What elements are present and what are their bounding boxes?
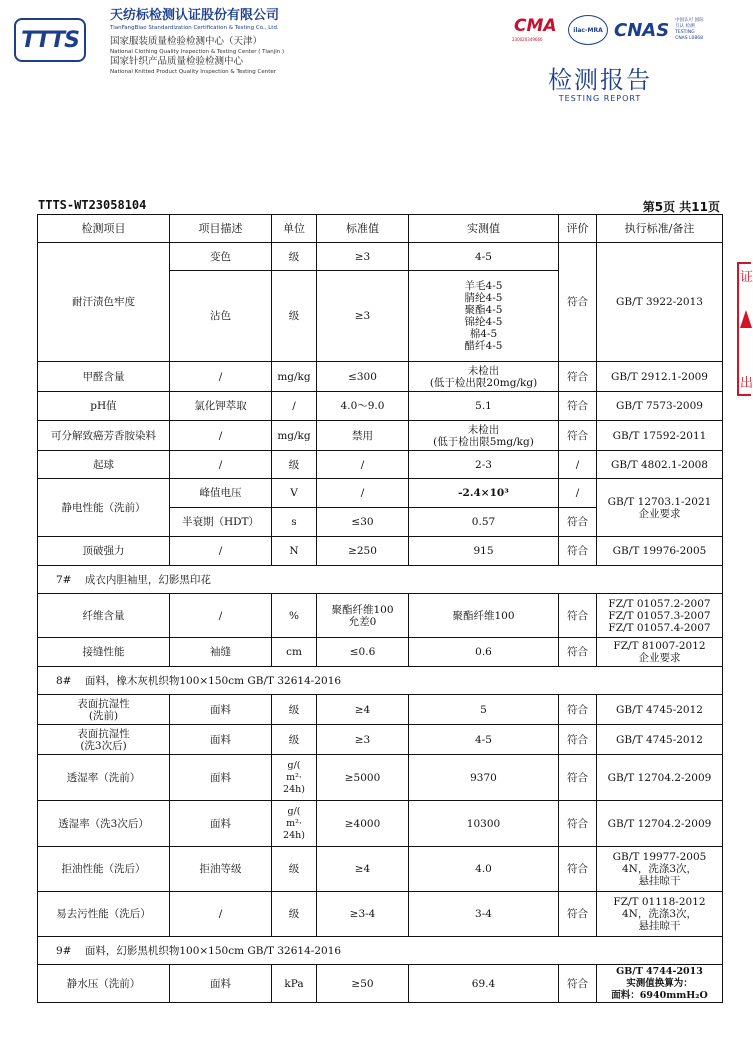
section-title: 8# 面料，橡木灰机织物100×150cm GB/T 32614-2016 (38, 667, 723, 695)
red-stamp-fragment: 证 出 (737, 262, 751, 396)
eval-cell: 符合 (559, 638, 597, 667)
std-value-cell: ≤300 (317, 362, 409, 392)
table-row (38, 801, 723, 847)
unit-cell: % (272, 594, 317, 638)
desc-cell: / (170, 362, 272, 392)
std-value-cell: ≥3-4 (317, 892, 409, 937)
section-row (38, 937, 723, 965)
item-cell: 接缝性能 (38, 638, 170, 667)
col-header: 标准值 (317, 215, 409, 243)
desc-cell: 氯化钾萃取 (170, 392, 272, 421)
eval-cell: 符合 (559, 392, 597, 421)
value-cell: 9370 (409, 755, 559, 801)
value-cell: 4.0 (409, 847, 559, 892)
page-number: 第5页 共11页 (642, 200, 720, 214)
std-value-cell: ≥50 (317, 965, 409, 1003)
item-cell: 耐汗渍色牢度 (38, 243, 170, 362)
desc-cell: 面料 (170, 725, 272, 755)
std-value-cell: ≥3 (317, 271, 409, 362)
eval-cell: 符合 (559, 243, 597, 362)
company-name-en: TianFangBiao Standardization Certification & Testing Co., Ltd. (110, 25, 279, 31)
table-row (38, 451, 723, 479)
standard-cell: GB/T 12704.2-2009 (597, 801, 723, 847)
table-row (38, 479, 723, 508)
std-value-cell: / (317, 479, 409, 508)
item-cell: 表面抗湿性 (洗3次后) (38, 725, 170, 755)
eval-cell: 符合 (559, 508, 597, 537)
desc-cell: / (170, 421, 272, 451)
value-cell: 3-4 (409, 892, 559, 937)
standard-cell: GB/T 19977-2005 4N，洗涤3次， 悬挂晾干 (597, 847, 723, 892)
col-header: 评价 (559, 215, 597, 243)
company-info (110, 8, 430, 76)
desc-cell: 面料 (170, 801, 272, 847)
table-row (38, 965, 723, 1003)
value-cell: 未检出 (低于检出限20mg/kg) (409, 362, 559, 392)
item-cell: 静水压（洗前） (38, 965, 170, 1003)
table-row (38, 421, 723, 451)
std-value-cell: 聚酯纤维100 允差0 (317, 594, 409, 638)
value-cell: 4-5 (409, 725, 559, 755)
cnas-logo: CNAS (614, 19, 670, 41)
item-cell: 透湿率（洗3次后） (38, 801, 170, 847)
unit-cell: s (272, 508, 317, 537)
table-header-row (38, 215, 723, 243)
unit-cell: kPa (272, 965, 317, 1003)
standard-cell: FZ/T 01057.2-2007 FZ/T 01057.3-2007 FZ/T 01057.4-2007 (597, 594, 723, 638)
table-row (38, 392, 723, 421)
standard-cell: GB/T 4802.1-2008 (597, 451, 723, 479)
unit-cell: g/( m²· 24h) (272, 755, 317, 801)
item-cell: 甲醛含量 (38, 362, 170, 392)
eval-cell: / (559, 479, 597, 508)
table-row (38, 362, 723, 392)
eval-cell: 符合 (559, 594, 597, 638)
cnas-subtext: 中国认可 国际互认 检测 TESTING CNAS L0868 (675, 18, 704, 41)
value-cell: 0.6 (409, 638, 559, 667)
eval-cell: 符合 (559, 725, 597, 755)
value-cell: 羊毛4-5 腈纶4-5 聚酯4-5 锦纶4-5 棉4-5 醋纤4-5 (409, 271, 559, 362)
item-cell: 静电性能（洗前） (38, 479, 170, 537)
standard-cell: GB/T 19976-2005 (597, 537, 723, 566)
eval-cell: 符合 (559, 695, 597, 725)
unit-cell: 级 (272, 725, 317, 755)
table-row (38, 695, 723, 725)
value-cell: 4-5 (409, 243, 559, 271)
stamp-mark-icon (740, 310, 752, 328)
center2-name-cn: 国家针织产品质量检验检测中心 (110, 56, 244, 67)
value-cell: -2.4×10³ (409, 479, 559, 508)
report-title: 检测报告 TESTING REPORT (548, 66, 652, 103)
table-row (38, 755, 723, 801)
value-cell: 2-3 (409, 451, 559, 479)
item-cell: 纤维含量 (38, 594, 170, 638)
unit-cell: 级 (272, 847, 317, 892)
standard-cell: FZ/T 81007-2012 企业要求 (597, 638, 723, 667)
eval-cell: 符合 (559, 537, 597, 566)
col-header: 项目描述 (170, 215, 272, 243)
standard-cell: GB/T 12704.2-2009 (597, 755, 723, 801)
unit-cell: 级 (272, 243, 317, 271)
item-cell: 拒油性能（洗后） (38, 847, 170, 892)
standard-cell: GB/T 4744-2013 实测值换算为： 面料：6940mmH₂O (597, 965, 723, 1003)
eval-cell: 符合 (559, 421, 597, 451)
unit-cell: 级 (272, 695, 317, 725)
value-cell: 5.1 (409, 392, 559, 421)
std-value-cell: 禁用 (317, 421, 409, 451)
table-row (38, 638, 723, 667)
eval-cell: 符合 (559, 801, 597, 847)
cma-logo: CMA 230020349666 (512, 16, 557, 42)
section-row (38, 566, 723, 594)
std-value-cell: ≥3 (317, 243, 409, 271)
standard-cell: GB/T 4745-2012 (597, 695, 723, 725)
eval-cell: 符合 (559, 362, 597, 392)
unit-cell: / (272, 392, 317, 421)
item-cell: 顶破强力 (38, 537, 170, 566)
eval-cell: 符合 (559, 847, 597, 892)
item-cell: 表面抗湿性 (洗前) (38, 695, 170, 725)
center1-name-en: National Clothing Quality Inspection & Testing Center ( Tianjin ) (110, 49, 285, 55)
std-value-cell: ≥4 (317, 695, 409, 725)
unit-cell: mg/kg (272, 421, 317, 451)
std-value-cell: ≥4 (317, 847, 409, 892)
report-number: TTTS-WT23058104 (38, 198, 147, 212)
unit-cell: g/( m²· 24h) (272, 801, 317, 847)
std-value-cell: ≥4000 (317, 801, 409, 847)
desc-cell: 变色 (170, 243, 272, 271)
std-value-cell: ≥3 (317, 725, 409, 755)
table-row (38, 243, 723, 271)
desc-cell: / (170, 892, 272, 937)
value-cell: 0.57 (409, 508, 559, 537)
desc-cell: 面料 (170, 965, 272, 1003)
col-header: 执行标准/备注 (597, 215, 723, 243)
section-row (38, 667, 723, 695)
table-row (38, 594, 723, 638)
item-cell: 起球 (38, 451, 170, 479)
desc-cell: / (170, 451, 272, 479)
eval-cell: 符合 (559, 892, 597, 937)
company-logo: TTTS (14, 18, 86, 62)
desc-cell: 面料 (170, 695, 272, 725)
std-value-cell: ≤30 (317, 508, 409, 537)
table-row (38, 847, 723, 892)
ilac-mra-logo: ilac-MRA (568, 15, 608, 45)
desc-cell: 半衰期（HDT） (170, 508, 272, 537)
standard-cell: GB/T 4745-2012 (597, 725, 723, 755)
results-table (37, 214, 723, 1003)
eval-cell: 符合 (559, 965, 597, 1003)
item-cell: pH值 (38, 392, 170, 421)
desc-cell: 袖缝 (170, 638, 272, 667)
value-cell: 未检出 (低于检出限5mg/kg) (409, 421, 559, 451)
std-value-cell: / (317, 451, 409, 479)
standard-cell: GB/T 7573-2009 (597, 392, 723, 421)
unit-cell: 级 (272, 892, 317, 937)
desc-cell: 拒油等级 (170, 847, 272, 892)
col-header: 单位 (272, 215, 317, 243)
unit-cell: cm (272, 638, 317, 667)
col-header: 实测值 (409, 215, 559, 243)
item-cell: 透湿率（洗前） (38, 755, 170, 801)
std-value-cell: ≤0.6 (317, 638, 409, 667)
section-title: 7# 成衣内胆袖里，幻影黑印花 (38, 566, 723, 594)
section-title: 9# 面料，幻影黑机织物100×150cm GB/T 32614-2016 (38, 937, 723, 965)
item-cell: 可分解致癌芳香胺染料 (38, 421, 170, 451)
unit-cell: N (272, 537, 317, 566)
center1-name-cn: 国家服装质量检验检测中心（天津） (110, 36, 263, 47)
table-row (38, 892, 723, 937)
col-header: 检测项目 (38, 215, 170, 243)
value-cell: 10300 (409, 801, 559, 847)
table-row (38, 725, 723, 755)
item-cell: 易去污性能（洗后） (38, 892, 170, 937)
std-value-cell: 4.0～9.0 (317, 392, 409, 421)
cert-logos (510, 12, 705, 48)
standard-cell: FZ/T 01118-2012 4N，洗涤3次， 悬挂晾干 (597, 892, 723, 937)
standard-cell: GB/T 17592-2011 (597, 421, 723, 451)
unit-cell: mg/kg (272, 362, 317, 392)
std-value-cell: ≥5000 (317, 755, 409, 801)
center2-name-en: National Knitted Product Quality Inspection & Testing Center (110, 69, 277, 75)
unit-cell: 级 (272, 271, 317, 362)
desc-cell: 沾色 (170, 271, 272, 362)
value-cell: 915 (409, 537, 559, 566)
table-row (38, 537, 723, 566)
unit-cell: V (272, 479, 317, 508)
desc-cell: / (170, 537, 272, 566)
unit-cell: 级 (272, 451, 317, 479)
value-cell: 聚酯纤维100 (409, 594, 559, 638)
standard-cell: GB/T 3922-2013 (597, 243, 723, 362)
desc-cell: 面料 (170, 755, 272, 801)
standard-cell: GB/T 12703.1-2021 企业要求 (597, 479, 723, 537)
desc-cell: / (170, 594, 272, 638)
company-name-cn: 天纺标检测认证股份有限公司 (110, 8, 280, 23)
std-value-cell: ≥250 (317, 537, 409, 566)
desc-cell: 峰值电压 (170, 479, 272, 508)
eval-cell: / (559, 451, 597, 479)
standard-cell: GB/T 2912.1-2009 (597, 362, 723, 392)
value-cell: 5 (409, 695, 559, 725)
value-cell: 69.4 (409, 965, 559, 1003)
eval-cell: 符合 (559, 755, 597, 801)
